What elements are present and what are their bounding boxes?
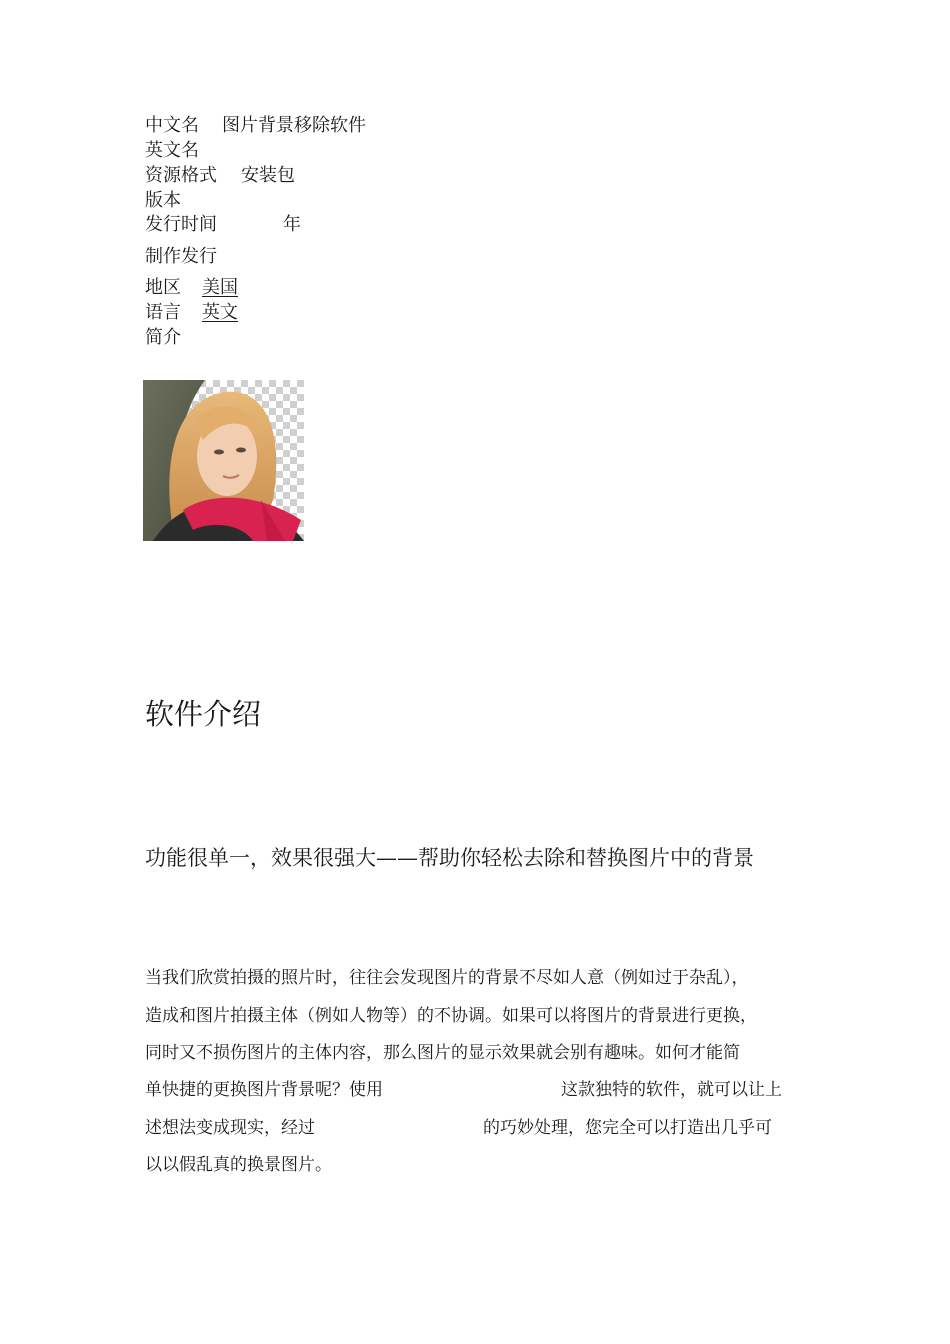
- paragraph-line: 造成和图片拍摄主体（例如人物等）的不协调。如果可以将图片的背景进行更换，: [145, 1006, 757, 1026]
- product-image: [143, 380, 304, 541]
- region-link[interactable]: 美国: [202, 277, 238, 298]
- paragraph-line: 当我们欣赏拍摄的照片时，往往会发现图片的背景不尽如人意（例如过于杂乱），: [145, 968, 749, 988]
- chinese-name-label: 中文名: [145, 115, 199, 136]
- language-link[interactable]: 英文: [202, 302, 238, 323]
- paragraph-line: 以以假乱真的换景图片。: [145, 1155, 332, 1175]
- chinese-name-value: 图片背景移除软件: [222, 115, 366, 136]
- portrait-image: [143, 380, 304, 541]
- section-title: 软件介绍: [145, 697, 262, 731]
- paragraph-line: [145, 1078, 807, 1102]
- intro-label: 简介: [145, 327, 181, 348]
- format-value: 安装包: [241, 165, 295, 186]
- release-time-label: 发行时间: [145, 214, 217, 235]
- language-label: 语言: [145, 302, 181, 323]
- paragraph-segment: 述想法变成现实，经过: [145, 1118, 315, 1138]
- publisher-label: 制作发行: [145, 246, 217, 267]
- tagline: 功能很单一，效果很强大——帮助你轻松去除和替换图片中的背景: [145, 846, 754, 870]
- paragraph-line: [145, 1116, 807, 1140]
- paragraph-line: 同时又不损伤图片的主体内容，那么图片的显示效果就会别有趣味。如何才能简: [145, 1043, 740, 1063]
- version-label: 版本: [145, 190, 181, 211]
- release-time-value: 年: [283, 214, 301, 235]
- paragraph-segment: 单快捷的更换图片背景呢？使用: [145, 1080, 383, 1100]
- english-name-label: 英文名: [145, 140, 199, 161]
- paragraph-segment: 的巧妙处理，您完全可以打造出几乎可: [483, 1118, 772, 1138]
- format-label: 资源格式: [145, 165, 217, 186]
- paragraph-segment: 这款独特的软件，就可以让上: [561, 1080, 782, 1100]
- region-label: 地区: [145, 277, 181, 298]
